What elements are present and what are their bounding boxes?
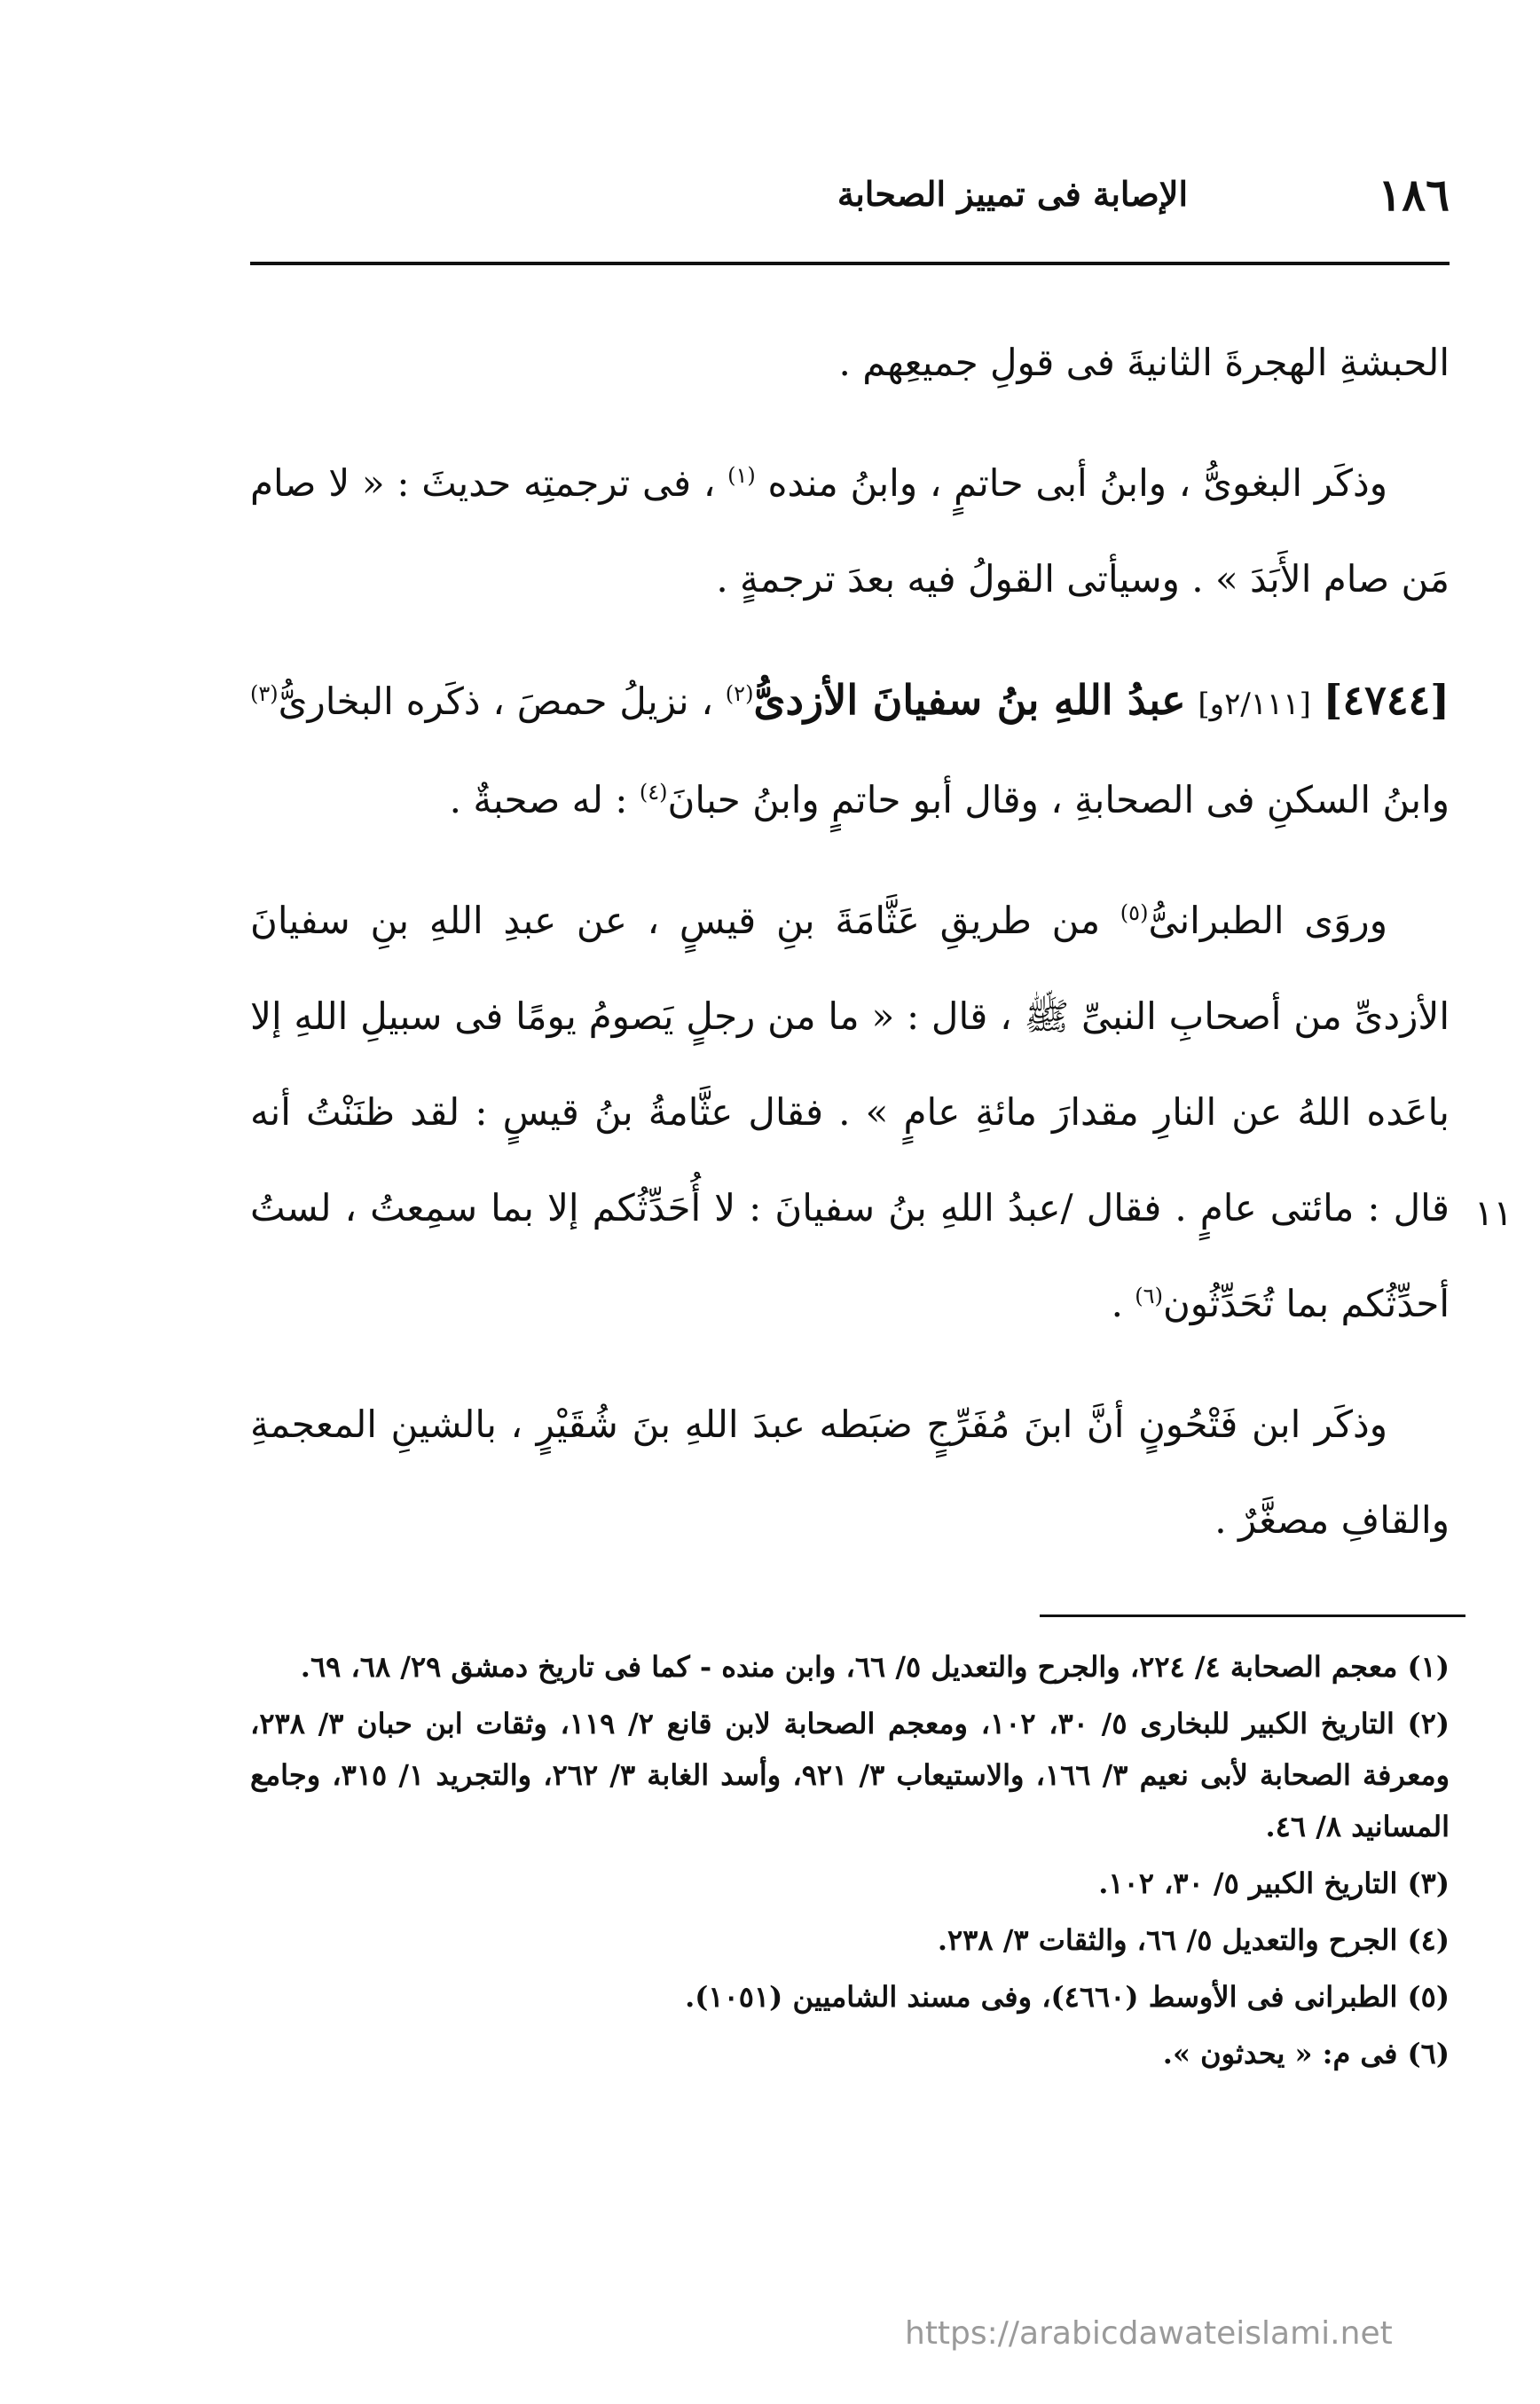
footnote-marker-5[interactable]: (٥) (1120, 900, 1149, 925)
header-rule (250, 262, 1450, 265)
watermark-url: https://arabicdawateislami.net (905, 2315, 1393, 2352)
footnote-6: (٦) فى م: « يحدثون ». (1162, 2037, 1450, 2070)
footnotes (250, 1641, 1450, 2085)
page-header (250, 169, 1450, 225)
footnote-marker-6[interactable]: (٦) (1135, 1284, 1163, 1308)
paragraph-4 (250, 873, 1450, 1352)
entry-4744 (250, 652, 1450, 848)
footnote-1: (١) معجم الصحابة ٤/ ٢٢٤، والجرح والتعديل ٥/ ٦٦، وابن منده - كما فى تاريخ دمشق ٢٩/ ٦٨، ٦٩. (300, 1650, 1450, 1684)
paragraph-2-text-b: ، فى ترجمتِه حديثَ : « لا صام مَن صام الأَبَدَ » . وسيأتى القولُ فيه بعدَ ترجمةٍ . (250, 461, 1450, 601)
paragraph-4-text-b: من طريقِ عَثَّامَةَ بنِ قيسٍ ، عن عبدِ اللهِ بنِ سفيانَ الأزدىِّ من أصحابِ النبىِّ ﷺ ، قال : « ما من رجلٍ يَصومُ يومًا فى سبيلِ اللهِ إلا باعَده اللهُ عن النارِ مقدارَ مائةِ عامٍ » . فقال عثَّامةُ بنُ قيسٍ : لقد ظنَنْتُ أنه قال : مائتى عامٍ . فقال /عبدُ اللهِ بنُ سفيانَ : لا أُحَدِّثُكم إلا بما سمِعتُ ، لستُ أحدِّثُكم بما تُحَدِّثُون (250, 899, 1450, 1325)
page-number: ١٨٦ (1378, 169, 1450, 221)
entry-text-b: وابنُ السكنِ فى الصحابةِ ، وقال أبو حاتمٍ وابنُ حبانَ (667, 778, 1450, 821)
paragraph-2-text-a: وذكَر البغوىُّ ، وابنُ أبى حاتمٍ ، وابنُ منده (767, 461, 1387, 505)
footnote-marker-2[interactable]: (٢) (725, 681, 754, 706)
paragraph-1-text: الحبشةِ الهجرةَ الثانيةَ فى قولِ جميعِهم . (838, 341, 1450, 384)
footnote-marker-3[interactable]: (٣) (250, 681, 279, 706)
running-title: الإصابة فى تمييز الصحابة (837, 174, 1188, 214)
main-text (250, 315, 1450, 1593)
entry-manuscript-ref: [٢/١١١و] (1198, 687, 1311, 722)
paragraph-4-text-a: وروَى الطبرانىُّ (1148, 899, 1388, 942)
entry-text-c: : له صحبةٌ . (449, 778, 628, 821)
entry-name: عبدُ اللهِ بنُ سفيانَ الأزدىُّ (753, 676, 1186, 724)
paragraph-5 (250, 1377, 1450, 1568)
footnote-marker-4[interactable]: (٤) (639, 780, 668, 805)
entry-number: [٤٧٤٤] (1323, 676, 1450, 724)
footnote-4: (٤) الجرح والتعديل ٥/ ٦٦، والثقات ٣/ ٢٣٨. (937, 1923, 1450, 1957)
footnote-5: (٥) الطبرانى فى الأوسط (٤٦٦٠)، وفى مسند الشاميين (١٠٥١). (685, 1980, 1450, 2014)
footnote-3: (٣) التاريخ الكبير ٥/ ٣٠، ١٠٢. (1098, 1866, 1450, 1900)
paragraph-2 (250, 436, 1450, 627)
paragraph-4-text-c: . (1111, 1282, 1123, 1325)
footnote-2: (٢) التاريخ الكبير للبخارى ٥/ ٣٠، ١٠٢، ومعجم الصحابة لابن قانع ٢/ ١١٩، وثقات ابن حبان ٣/ ٢٣٨، ومعرفة الصحابة لأبى نعيم ٣/ ١٦٦، والاستيعاب ٣/ ٩٢١، وأسد الغابة ٣/ ٢٦٢، والتجريد ١/ ٣١٥، وجامع المسانيد ٨/ ٤٦. (250, 1707, 1450, 1843)
paragraph-1 (250, 315, 1450, 411)
margin-page-reference: ١١ (1474, 1193, 1512, 1234)
entry-text-a: ، نزيلُ حمصَ ، ذكَره البخارىُّ (278, 680, 713, 723)
footnote-rule (1040, 1614, 1465, 1617)
footnote-marker-1[interactable]: (١) (727, 463, 756, 488)
paragraph-5-text: وذكَر ابن فَتْحُونٍ أنَّ ابنَ مُفَرِّجٍ ضبَطه عبدَ اللهِ بنَ شُقَيْرٍ ، بالشينِ المعجمةِ والقافِ مصغَّرٌ . (250, 1402, 1450, 1542)
